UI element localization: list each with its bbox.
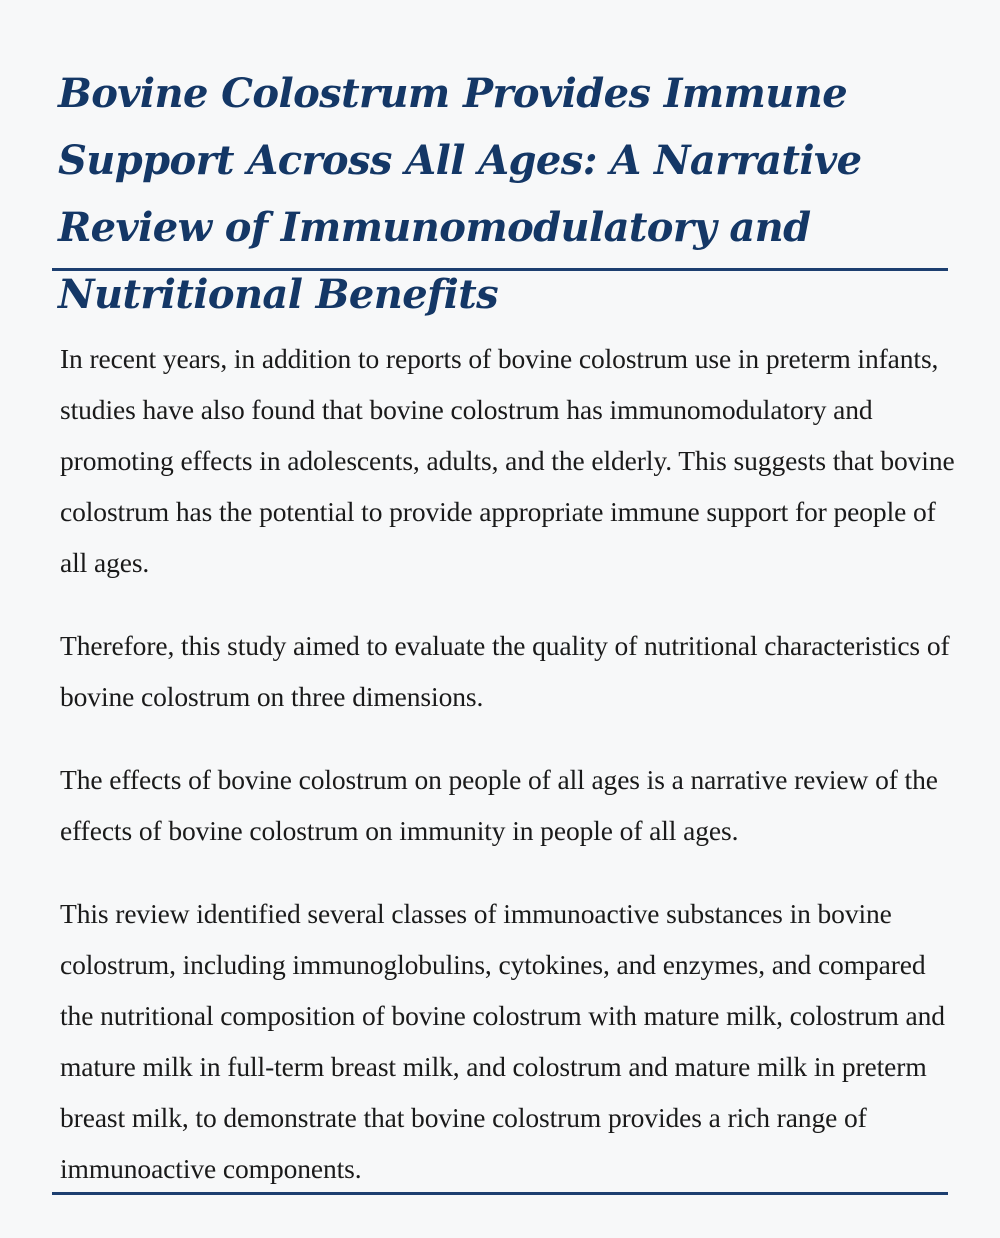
footer-divider bbox=[52, 1192, 948, 1195]
abstract-body bbox=[60, 333, 960, 1194]
paragraph-1: In recent years, in addition to reports of bovine colostrum use in preterm infants, studies have also found that bovine colostrum has immunomodulatory and promoting effects in adolescents, adults, and the elderly. This suggests that bovine colostrum has the potential to provide appropriate immune support for people of all ages. bbox=[60, 343, 955, 578]
title-divider bbox=[52, 268, 948, 271]
paragraph-3: The effects of bovine colostrum on people of all ages is a narrative review of the effects of bovine colostrum on immunity in people of all ages. bbox=[60, 764, 938, 846]
paper-title: Bovine Colostrum Provides Immune Support Across All Ages: A Narrative Review of Immunomodulatory and Nutritional Benefits bbox=[58, 70, 862, 318]
paragraph-2: Therefore, this study aimed to evaluate the quality of nutritional characteristics of bovine colostrum on three dimensions. bbox=[60, 630, 950, 712]
paragraph-4: This review identified several classes of immunoactive substances in bovine colostrum, including immunoglobulins, cytokines, and enzymes, and compared the nutritional composition of bovine colostrum with mature milk, colostrum and mature milk in full-term breast milk, and colostrum and mature milk in preterm breast milk, to demonstrate that bovine colostrum provides a rich range of immunoactive components. bbox=[60, 898, 945, 1184]
